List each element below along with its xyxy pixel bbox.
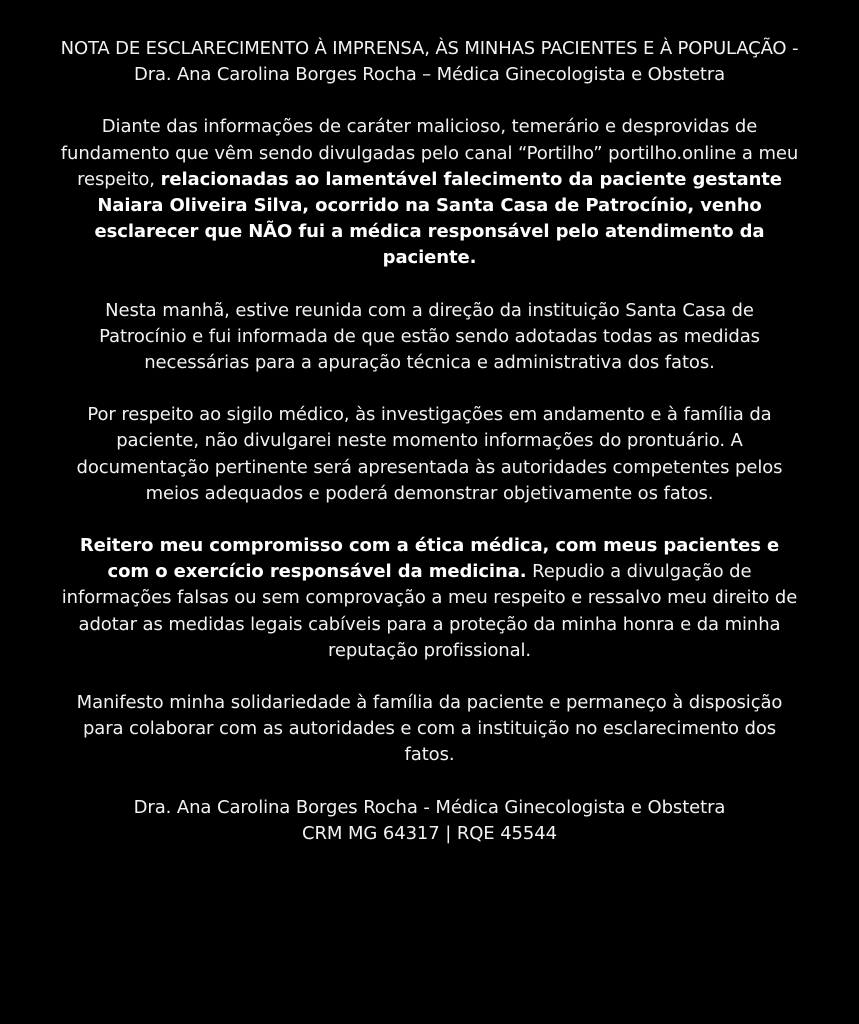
paragraph-solidarity: Manifesto minha solidariedade à família da paciente e permaneço à disposição para colaborar com as autoridades e com a instituição no esclarecimento dos fatos. (76, 692, 783, 766)
paragraph-commitment-text: Repudio a divulgação de informações falsas ou sem comprovação a meu respeito e ressalvo meu direito de adotar as medidas legais cabíveis para a proteção da minha honra e da minha reputação profissional. (61, 561, 798, 661)
signature-credentials: CRM MG 64317 | RQE 45544 (302, 822, 557, 844)
paragraph-clarification-text: Diante das informações de caráter malicioso, temerário e desprovidas de fundamento que vêm sendo divulgadas pelo canal “Portilho” portilho.online a meu respeito, (60, 116, 799, 190)
paragraph-commitment (60, 533, 799, 664)
signature (60, 795, 799, 847)
paragraph-clarification-bold: relacionadas ao lamentável falecimento da paciente gestante Naiara Oliveira Silva, ocorrido na Santa Casa de Patrocínio, venho esclarecer que NÃO fui a médica responsável pelo atendimento da paciente. (94, 168, 782, 269)
paragraph-commitment-bold: Reitero meu compromisso com a ética médica, com meus pacientes e com o exercício responsável da medicina. (79, 535, 780, 583)
paragraph-meeting: Nesta manhã, estive reunida com a direção da instituição Santa Casa de Patrocínio e fui informada de que estão sendo adotadas todas as medidas necessárias para a apuração técnica e administrativa dos fatos. (99, 299, 760, 374)
paragraph-clarification (60, 114, 799, 271)
note-title: NOTA DE ESCLARECIMENTO À IMPRENSA, ÀS MINHAS PACIENTES E À POPULAÇÃO - Dra. Ana Carolina Borges Rocha – Médica Ginecologista e Obstetra (60, 38, 799, 86)
paragraph-confidentiality: Por respeito ao sigilo médico, às investigações em andamento e à família da paciente, não divulgarei neste momento informações do prontuário. A documentação pertinente será apresentada às autoridades competentes pelos meios adequados e poderá demonstrar objetivamente os fatos. (76, 404, 783, 504)
signature-name: Dra. Ana Carolina Borges Rocha - Médica Ginecologista e Obstetra (133, 796, 726, 818)
press-note (60, 36, 799, 847)
